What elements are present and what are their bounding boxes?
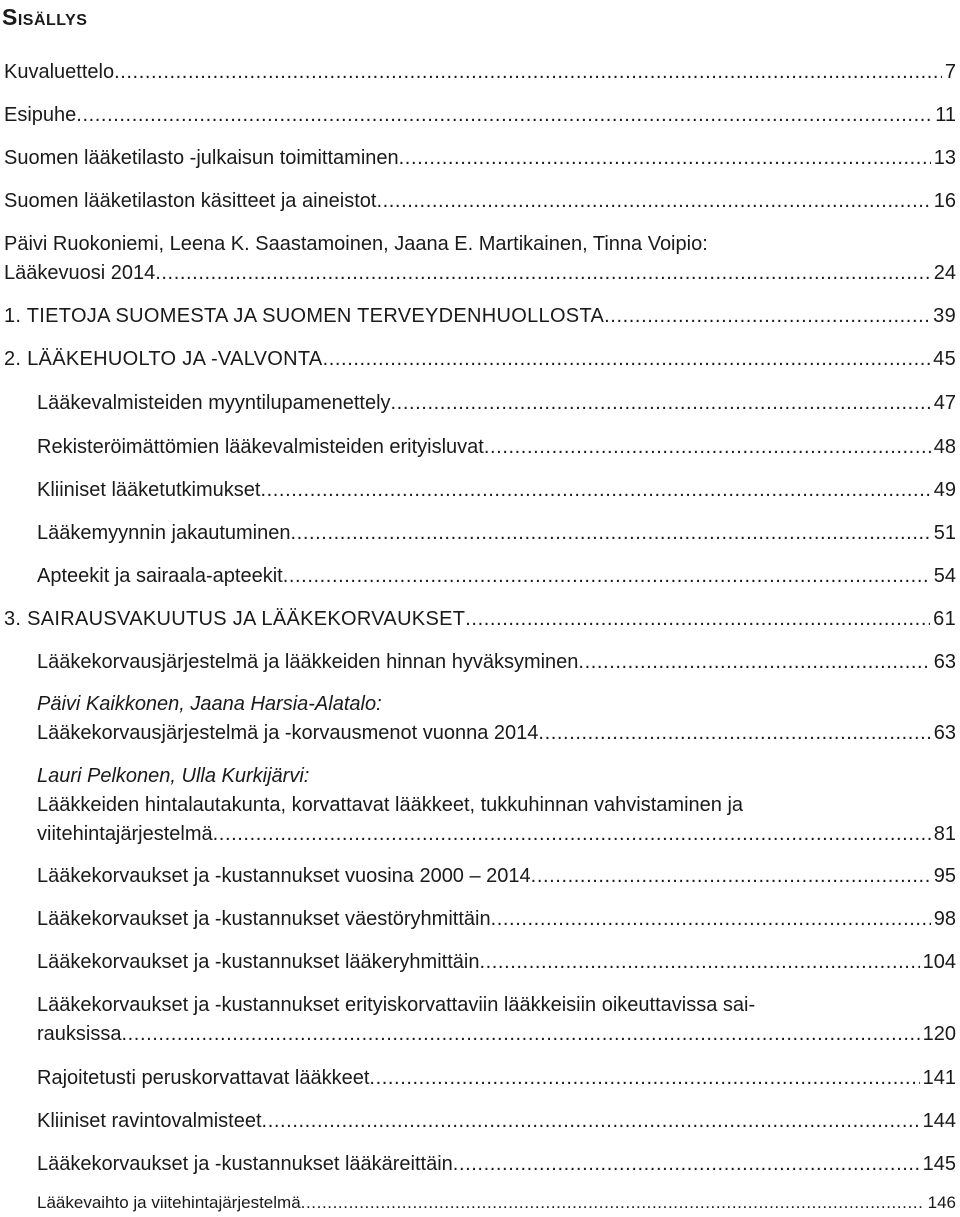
toc-entry-title: Kliiniset lääketutkimukset [37, 479, 261, 501]
toc-entry-laakemyynti[interactable] [37, 519, 956, 548]
toc-entry-title: Suomen lääketilaston käsitteet ja aineistot [4, 190, 377, 212]
dot-leader [369, 1064, 919, 1093]
toc-entry-laakevaihto[interactable] [37, 1188, 956, 1217]
toc-entry-kuvaluettelo[interactable] [4, 58, 956, 87]
toc-page-number: 98 [933, 908, 956, 930]
dot-leader [301, 1188, 925, 1217]
toc-entry-chapter-3[interactable] [4, 605, 956, 634]
toc-page-number: 51 [933, 522, 956, 544]
dot-leader [484, 433, 931, 462]
toc-chapter-title: 2. LÄÄKEHUOLTO JA -VALVONTA [4, 348, 323, 370]
toc-entry-title-line-1: Lääkkeiden hintalautakunta, korvattavat lääkkeet, tukkuhinnan vahvistaminen ja [37, 794, 744, 816]
toc-page-number: 49 [933, 479, 956, 501]
toc-entry-chapter-2[interactable] [4, 345, 956, 374]
dot-leader [76, 101, 932, 130]
toc-entry-toimittaminen[interactable] [4, 144, 956, 173]
dot-leader [453, 1150, 920, 1179]
toc-entry-title: Lääkekorvaukset ja -kustannukset vuosina 2000 – 2014 [37, 865, 531, 887]
dot-leader [465, 605, 930, 634]
dot-leader [114, 58, 942, 87]
toc-entry-chapter-1[interactable] [4, 302, 956, 331]
toc-entry-hintalautakunta[interactable] [37, 762, 956, 849]
toc-entry-vaestoryhmittain[interactable] [37, 905, 956, 934]
dot-leader [155, 259, 931, 288]
toc-entry-ravintovalmisteet[interactable] [37, 1107, 956, 1136]
toc-entry-vuosina[interactable] [37, 862, 956, 891]
toc-page-number: 146 [927, 1193, 956, 1212]
toc-page-number: 145 [922, 1153, 956, 1175]
toc-heading: Sisällys [2, 4, 88, 30]
dot-leader [121, 1020, 919, 1049]
dot-leader [531, 862, 931, 891]
toc-entry-title: Lääkekorvaukset ja -kustannukset lääkeryhmittäin [37, 951, 480, 973]
toc-entry-title-line-2: rauksissa [37, 1023, 122, 1045]
toc-page-number: 141 [922, 1067, 956, 1089]
toc-entry-title: Lääkemyynnin jakautuminen [37, 522, 291, 544]
dot-leader [538, 719, 930, 748]
toc-page-number: 95 [933, 865, 956, 887]
toc-entry-laakeryhmittain[interactable] [37, 948, 956, 977]
toc-page-number: 63 [933, 651, 956, 673]
toc-entry-authors: Lauri Pelkonen, Ulla Kurkijärvi: [37, 765, 310, 787]
toc-entry-laakareittain[interactable] [37, 1150, 956, 1179]
dot-leader [283, 562, 931, 591]
toc-page-number: 54 [933, 565, 956, 587]
toc-entry-authors: Päivi Ruokoniemi, Leena K. Saastamoinen, Jaana E. Martikainen, Tinna Voipio: [4, 233, 708, 255]
dot-leader [479, 948, 919, 977]
toc-page-number: 120 [922, 1023, 956, 1045]
dot-leader [391, 389, 931, 418]
dot-leader [291, 519, 931, 548]
toc-entry-title: Lääkekorvaukset ja -kustannukset väestöryhmittäin [37, 908, 491, 930]
toc-entry-apteekit[interactable] [37, 562, 956, 591]
toc-page-number: 144 [922, 1110, 956, 1132]
toc-entry-title: Lääkevuosi 2014 [4, 262, 156, 284]
toc-entry-title: Rajoitetusti peruskorvattavat lääkkeet [37, 1067, 370, 1089]
toc-entry-korvausmenot[interactable] [37, 690, 956, 748]
toc-page-number: 45 [933, 348, 956, 370]
toc-page-number: 48 [933, 436, 956, 458]
toc-page-number: 81 [933, 823, 956, 845]
toc-entry-title: Lääkekorvausjärjestelmä ja -korvausmenot vuonna 2014 [37, 722, 539, 744]
toc-entry-erityisluvat[interactable] [37, 433, 956, 462]
toc-entry-title-line-1: Lääkekorvaukset ja -kustannukset erityiskorvattaviin lääkkeisiin oikeuttavissa sai- [37, 994, 756, 1016]
toc-page-number: 61 [933, 608, 956, 630]
toc-page-number: 11 [935, 104, 956, 126]
toc-entry-esipuhe[interactable] [4, 101, 956, 130]
toc-chapter-title: 1. TIETOJA SUOMESTA JA SUOMEN TERVEYDENHUOLLOSTA [4, 305, 605, 327]
toc-entry-myyntilupa[interactable] [37, 389, 956, 418]
toc-entry-title: Lääkekorvaukset ja -kustannukset lääkäreittäin [37, 1153, 453, 1175]
dot-leader [213, 820, 931, 849]
toc-entry-title: Rekisteröimättömien lääkevalmisteiden erityisluvat [37, 436, 484, 458]
toc-chapter-title: 3. SAIRAUSVAKUUTUS JA LÄÄKEKORVAUKSET [4, 608, 466, 630]
toc-entry-title: Suomen lääketilasto -julkaisun toimittaminen [4, 147, 399, 169]
toc-entry-title: Lääkevalmisteiden myyntilupamenettely [37, 392, 391, 414]
toc-page-number: 39 [933, 305, 956, 327]
toc-entry-authors: Päivi Kaikkonen, Jaana Harsia-Alatalo: [37, 693, 382, 715]
dot-leader [399, 144, 931, 173]
dot-leader [323, 345, 931, 374]
toc-entry-title-line-2: viitehintajärjestelmä [37, 823, 213, 845]
toc-page-number: 47 [933, 392, 956, 414]
toc-entry-kliiniset[interactable] [37, 476, 956, 505]
toc-entry-peruskorvattavat[interactable] [37, 1064, 956, 1093]
toc-entry-laakevuosi[interactable] [4, 230, 956, 288]
toc-entry-erityiskorvattaviin[interactable] [37, 991, 956, 1049]
toc-page-number: 16 [933, 190, 956, 212]
dot-leader [260, 476, 930, 505]
toc-entry-kasitteet[interactable] [4, 187, 956, 216]
dot-leader [578, 648, 930, 677]
toc-entry-title: Esipuhe [4, 104, 77, 126]
dot-leader [376, 187, 930, 216]
toc-entry-title: Kliiniset ravintovalmisteet [37, 1110, 262, 1132]
dot-leader [604, 302, 930, 331]
toc-page-number: 63 [933, 722, 956, 744]
toc-entry-title: Lääkekorvausjärjestelmä ja lääkkeiden hinnan hyväksyminen [37, 651, 579, 673]
toc-page-number: 24 [933, 262, 956, 284]
toc-page-number: 7 [944, 61, 956, 83]
toc-page-number: 13 [933, 147, 956, 169]
toc-entry-title: Apteekit ja sairaala-apteekit [37, 565, 283, 587]
toc-entry-korvausjarjestelma[interactable] [37, 648, 956, 677]
toc-entry-title: Lääkevaihto ja viitehintajärjestelmä [37, 1193, 301, 1212]
dot-leader [262, 1107, 920, 1136]
dot-leader [491, 905, 931, 934]
toc-page-number: 104 [922, 951, 956, 973]
toc-entry-title: Kuvaluettelo [4, 61, 115, 83]
